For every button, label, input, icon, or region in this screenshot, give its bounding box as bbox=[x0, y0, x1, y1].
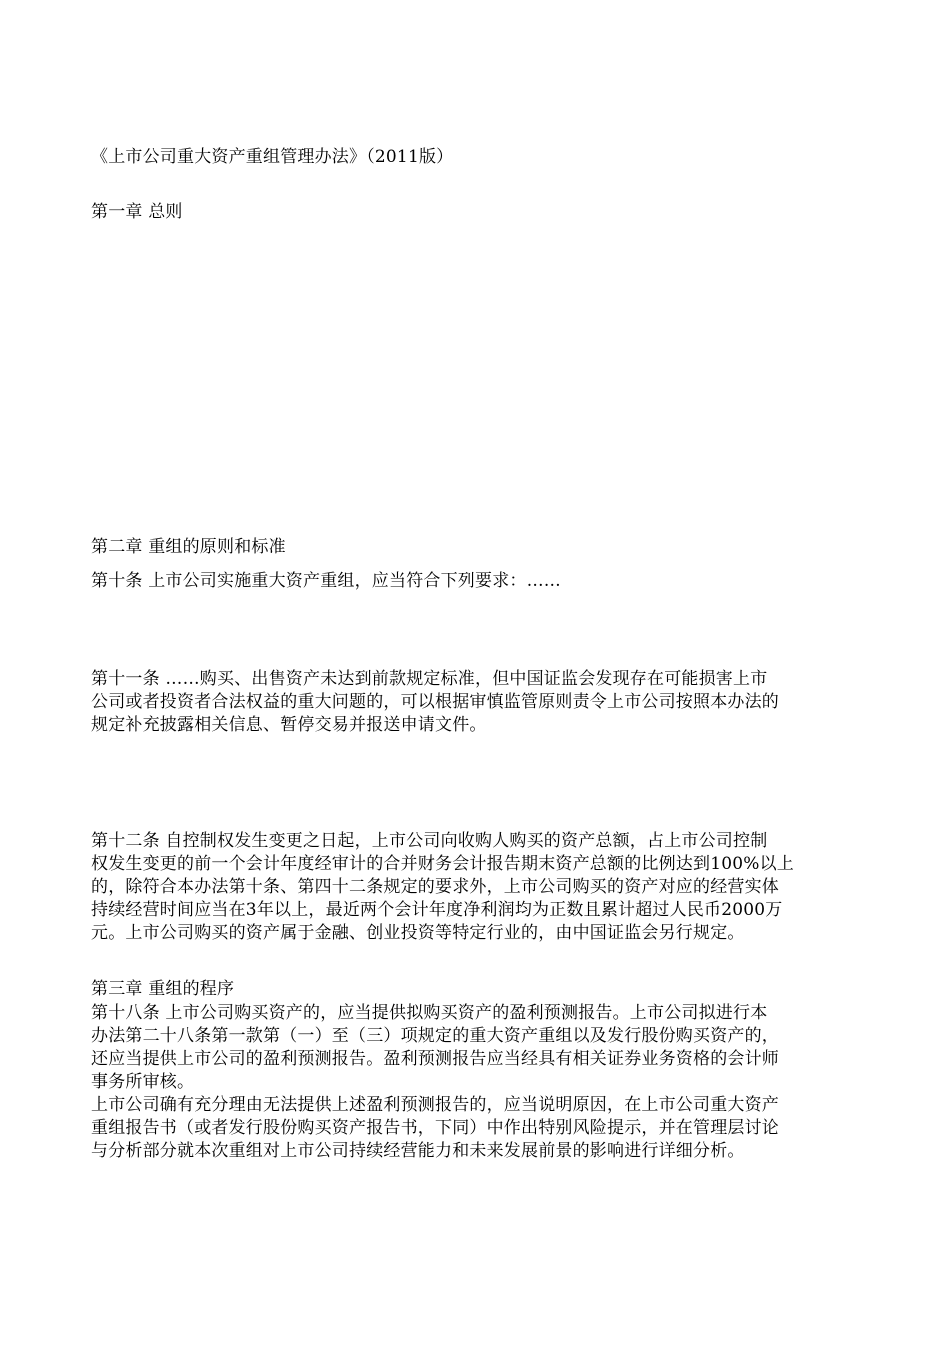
article-12-line: 第十二条 自控制权发生变更之日起，上市公司向收购人购买的资产总额，占上市公司控制 bbox=[91, 831, 768, 851]
article-10: 第十条 上市公司实施重大资产重组，应当符合下列要求：…… bbox=[91, 571, 562, 591]
article-12-line: 的，除符合本办法第十条、第四十二条规定的要求外，上市公司购买的资产对应的经营实体 bbox=[91, 877, 779, 897]
document-title: 《上市公司重大资产重组管理办法》（2011版） bbox=[91, 147, 454, 167]
article-11-line: 公司或者投资者合法权益的重大问题的，可以根据审慎监管原则责令上市公司按照本办法的 bbox=[91, 692, 779, 712]
article-18-p2-line: 上市公司确有充分理由无法提供上述盈利预测报告的，应当说明原因，在上市公司重大资产 bbox=[91, 1095, 779, 1115]
article-18-line: 第十八条 上市公司购买资产的，应当提供拟购买资产的盈利预测报告。上市公司拟进行本 bbox=[91, 1003, 768, 1023]
chapter-1-heading: 第一章 总则 bbox=[91, 202, 183, 222]
article-12-line: 权发生变更的前一个会计年度经审计的合并财务会计报告期末资产总额的比例达到100%以上 bbox=[91, 854, 794, 874]
article-18-p2-line: 重组报告书（或者发行股份购买资产报告书，下同）中作出特别风险提示，并在管理层讨论 bbox=[91, 1118, 779, 1138]
article-12-line: 持续经营时间应当在3年以上，最近两个会计年度净利润均为正数且累计超过人民币2000万 bbox=[91, 900, 783, 920]
article-18-line: 办法第二十八条第一款第（一）至（三）项规定的重大资产重组以及发行股份购买资产的， bbox=[91, 1026, 779, 1046]
chapter-3-heading: 第三章 重组的程序 bbox=[91, 979, 235, 999]
article-11 bbox=[91, 668, 871, 737]
article-12 bbox=[91, 830, 871, 945]
article-18-p2-line: 与分析部分就本次重组对上市公司持续经营能力和未来发展前景的影响进行详细分析。 bbox=[91, 1141, 745, 1161]
chapter-2-heading: 第二章 重组的原则和标准 bbox=[91, 537, 286, 557]
article-18 bbox=[91, 1002, 871, 1163]
article-18-line: 还应当提供上市公司的盈利预测报告。盈利预测报告应当经具有相关证券业务资格的会计师 bbox=[91, 1049, 779, 1069]
article-11-line: 规定补充披露相关信息、暂停交易并报送申请文件。 bbox=[91, 715, 487, 735]
article-12-line: 元。上市公司购买的资产属于金融、创业投资等特定行业的，由中国证监会另行规定。 bbox=[91, 923, 745, 943]
article-11-line: 第十一条 ……购买、出售资产未达到前款规定标准，但中国证监会发现存在可能损害上市 bbox=[91, 669, 768, 689]
article-18-line: 事务所审核。 bbox=[91, 1072, 195, 1092]
